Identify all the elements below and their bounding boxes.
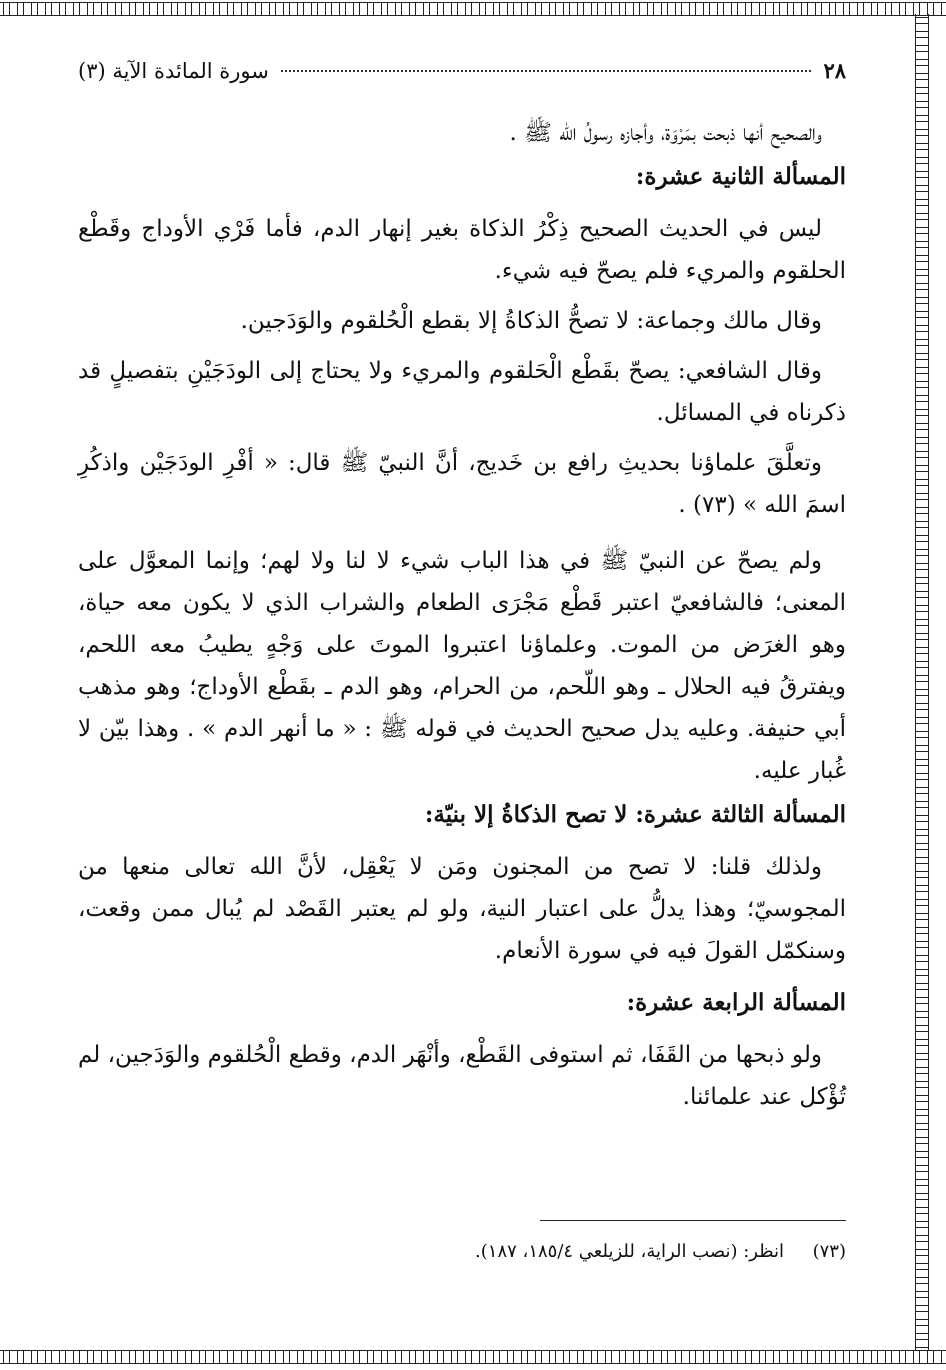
- paragraph-3: وقال مالك وجماعة: لا تصحُّ الذكاةُ إلا بقطع الْحُلقوم والوَدَجين.: [240, 308, 822, 334]
- paragraph-6: ولم يصحّ عن النبيّ ﷺ في هذا الباب شيء لا لنا ولا لهم؛ وإنما المعوَّل على المعنى؛ فالشافعيّ اعتبر قَطْع مَجْرَى الطعام والشراب الذي لا يكون معه حياة، وهو الغرَض من الموت. وعلماؤنا اعتبروا الموتَ على وَجْهٍ يطيبُ معه اللحم، ويفترقُ فيه الحلال ـ وهو اللّحم، من الحرام، وهو الدم ـ بقَطْع الأوداج؛ وهو مذهب أبي حنيفة. وعليه يدل صحيح الحديث في قوله ﷺ : « ما أنهر الدم » . وهذا بيّن لا غُبار عليه.: [78, 548, 846, 784]
- paragraph-2: ليس في الحديث الصحيح ذِكْرُ الذكاة بغير إنهار الدم، فأما فَرْي الأوداج وقَطْع الحلقوم والمريء فلم يصحّ فيه شيء.: [78, 216, 846, 284]
- section-heading-14: المسألة الرابعة عشرة:: [626, 989, 846, 1016]
- footnote-number: (٧٣): [812, 1241, 846, 1262]
- footnote-text: انظر: (نصب الراية، للزيلعي ١٨٥/٤، ١٨٧).: [475, 1241, 784, 1262]
- ornamental-border-right: [915, 14, 929, 1350]
- running-header: [78, 58, 846, 98]
- ornamental-border-top: [0, 2, 946, 16]
- header-title: سورة المائدة الآية (٣): [78, 59, 269, 83]
- paragraph-7: ولذلك قلنا: لا تصح من المجنون ومَن لا يَعْقِل، لأنَّ الله تعالى منعها من المجوسيّ؛ وهذا يدلُّ على اعتبار النية، ولو لم يعتبر القَصْد لم يُبال ممن وقعت، وسنكمّل القولَ فيه في سورة الأنعام.: [78, 854, 846, 964]
- page-content: [78, 58, 846, 1118]
- footnote-separator: [540, 1220, 846, 1221]
- section-heading-12: المسألة الثانية عشرة:: [635, 163, 846, 190]
- ornamental-border-bottom: [0, 1350, 946, 1364]
- paragraph-1: والصحيح أنها ذبحت بمَرْوَة، وأجازه رسولُ الله ﷺ .: [509, 120, 822, 146]
- page-number: ٢٨: [823, 58, 846, 83]
- header-dot-leader: [281, 70, 812, 72]
- paragraph-5: وتعلَّقَ علماؤنا بحديثِ رافع بن خَديج، أنَّ النبيّ ﷺ قال: « أفْرِ الودَجَيْن واذكُرِ اسمَ الله » (٧٣) .: [78, 450, 846, 518]
- section-heading-13: المسألة الثالثة عشرة: لا تصح الذكاةُ إلا بنيّة:: [424, 801, 846, 828]
- footnote-73: [78, 1238, 846, 1266]
- paragraph-8: ولو ذبحها من القَفَا، ثم استوفى القَطْع، وأنْهَر الدم، وقطع الْحُلقوم والوَدَجين، لم تُؤْكل عند علمائنا.: [78, 1042, 846, 1110]
- paragraph-4: وقال الشافعي: يصحّ بقَطْع الْحَلقوم والمريء ولا يحتاج إلى الودَجَيْنِ بتفصيلٍ قد ذكرناه في المسائل.: [78, 358, 846, 426]
